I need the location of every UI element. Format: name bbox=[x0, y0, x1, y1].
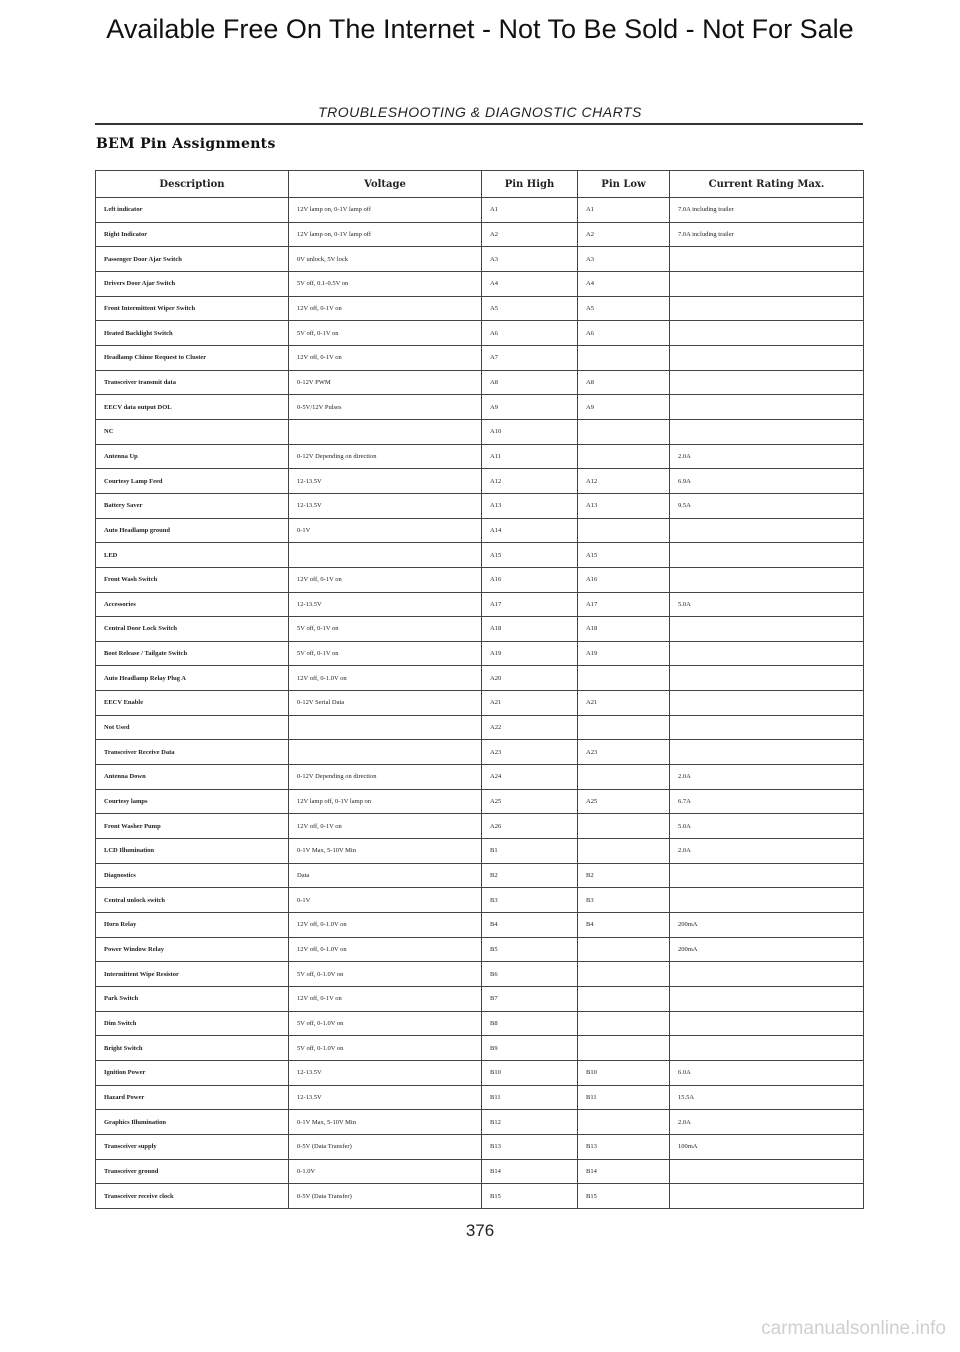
cell-voltage: 12V off, 0-1V on bbox=[289, 814, 482, 839]
cell-pin-low bbox=[578, 765, 670, 790]
cell-voltage: 5V off, 0-1V on bbox=[289, 641, 482, 666]
cell-voltage: 5V off, 0-1.0V on bbox=[289, 1036, 482, 1061]
cell-description: Auto Headlamp ground bbox=[96, 518, 289, 543]
cell-pin-low: A8 bbox=[578, 370, 670, 395]
table-row bbox=[96, 1036, 864, 1061]
cell-voltage: 12V off, 0-1.0V on bbox=[289, 913, 482, 938]
cell-voltage: 5V off, 0.1-0.5V on bbox=[289, 271, 482, 296]
cell-description: Transceiver supply bbox=[96, 1134, 289, 1159]
cell-pin-low: B14 bbox=[578, 1159, 670, 1184]
cell-current-rating bbox=[670, 962, 864, 987]
cell-pin-low: B3 bbox=[578, 888, 670, 913]
cell-pin-high: A12 bbox=[482, 469, 578, 494]
availability-banner: Available Free On The Internet - Not To Be Sold - Not For Sale bbox=[106, 14, 854, 44]
table-row bbox=[96, 247, 864, 272]
cell-current-rating bbox=[670, 419, 864, 444]
table-row bbox=[96, 592, 864, 617]
cell-voltage bbox=[289, 740, 482, 765]
cell-voltage: 12V off, 0-1V on bbox=[289, 987, 482, 1012]
cell-voltage: 0-1V bbox=[289, 518, 482, 543]
table-row bbox=[96, 987, 864, 1012]
cell-pin-low bbox=[578, 419, 670, 444]
table-row bbox=[96, 740, 864, 765]
table-row bbox=[96, 493, 864, 518]
cell-pin-high: B2 bbox=[482, 863, 578, 888]
cell-current-rating bbox=[670, 345, 864, 370]
table-row bbox=[96, 518, 864, 543]
table-row bbox=[96, 1134, 864, 1159]
cell-current-rating bbox=[670, 1184, 864, 1209]
cell-voltage: 12V off, 0-1.0V on bbox=[289, 666, 482, 691]
cell-description: Transceiver Receive Data bbox=[96, 740, 289, 765]
cell-description: Headlamp Chime Request to Cluster bbox=[96, 345, 289, 370]
cell-current-rating bbox=[670, 1011, 864, 1036]
column-header-current-rating: Current Rating Max. bbox=[670, 171, 864, 198]
cell-voltage: 0-12V Depending on direction bbox=[289, 765, 482, 790]
cell-current-rating: 200mA bbox=[670, 937, 864, 962]
cell-voltage: 12V lamp on, 0-1V lamp off bbox=[289, 222, 482, 247]
cell-description: Front Washer Pump bbox=[96, 814, 289, 839]
cell-description: Antenna Up bbox=[96, 444, 289, 469]
cell-pin-low: A13 bbox=[578, 493, 670, 518]
cell-pin-high: B7 bbox=[482, 987, 578, 1012]
cell-pin-low: A4 bbox=[578, 271, 670, 296]
table-row bbox=[96, 888, 864, 913]
cell-pin-high: A15 bbox=[482, 543, 578, 568]
cell-description: Dim Switch bbox=[96, 1011, 289, 1036]
cell-description: Horn Relay bbox=[96, 913, 289, 938]
cell-current-rating: 2.0A bbox=[670, 1110, 864, 1135]
cell-pin-high: A22 bbox=[482, 715, 578, 740]
cell-voltage: 5V off, 0-1.0V on bbox=[289, 962, 482, 987]
cell-voltage: 12-13.5V bbox=[289, 592, 482, 617]
cell-voltage: 0-5V/12V Pulses bbox=[289, 395, 482, 420]
cell-pin-high: A25 bbox=[482, 789, 578, 814]
cell-voltage: 12-13.5V bbox=[289, 1060, 482, 1085]
cell-description: Bright Switch bbox=[96, 1036, 289, 1061]
cell-current-rating bbox=[670, 271, 864, 296]
cell-pin-high: B3 bbox=[482, 888, 578, 913]
cell-description: LCD Illumination bbox=[96, 839, 289, 864]
cell-pin-high: A14 bbox=[482, 518, 578, 543]
cell-description: Diagnostics bbox=[96, 863, 289, 888]
cell-description: NC bbox=[96, 419, 289, 444]
cell-current-rating bbox=[670, 395, 864, 420]
cell-pin-high: B11 bbox=[482, 1085, 578, 1110]
cell-pin-low bbox=[578, 937, 670, 962]
cell-pin-low: A6 bbox=[578, 321, 670, 346]
cell-current-rating bbox=[670, 247, 864, 272]
cell-pin-high: A5 bbox=[482, 296, 578, 321]
cell-voltage: 5V off, 0-1V on bbox=[289, 321, 482, 346]
cell-description: Accessories bbox=[96, 592, 289, 617]
cell-current-rating: 6.0A bbox=[670, 1060, 864, 1085]
cell-voltage: 12V off, 0-1V on bbox=[289, 567, 482, 592]
cell-current-rating bbox=[670, 296, 864, 321]
cell-pin-low: A25 bbox=[578, 789, 670, 814]
cell-pin-low: A9 bbox=[578, 395, 670, 420]
cell-current-rating: 7.0A including trailer bbox=[670, 222, 864, 247]
cell-voltage bbox=[289, 419, 482, 444]
cell-description: Heated Backlight Switch bbox=[96, 321, 289, 346]
cell-pin-high: A20 bbox=[482, 666, 578, 691]
cell-current-rating: 5.0A bbox=[670, 592, 864, 617]
cell-pin-low bbox=[578, 814, 670, 839]
table-row bbox=[96, 691, 864, 716]
table-body bbox=[96, 198, 864, 1209]
cell-pin-high: A17 bbox=[482, 592, 578, 617]
cell-current-rating bbox=[670, 567, 864, 592]
cell-pin-high: B10 bbox=[482, 1060, 578, 1085]
cell-description: Transceiver transmit data bbox=[96, 370, 289, 395]
cell-pin-high: B1 bbox=[482, 839, 578, 864]
table-row bbox=[96, 617, 864, 642]
cell-pin-low: A3 bbox=[578, 247, 670, 272]
table-row bbox=[96, 345, 864, 370]
cell-description: Right Indicator bbox=[96, 222, 289, 247]
cell-description: LED bbox=[96, 543, 289, 568]
cell-pin-high: B4 bbox=[482, 913, 578, 938]
cell-voltage: 0-12V PWM bbox=[289, 370, 482, 395]
cell-voltage bbox=[289, 715, 482, 740]
table-row bbox=[96, 641, 864, 666]
cell-current-rating: 2.0A bbox=[670, 444, 864, 469]
cell-pin-high: B13 bbox=[482, 1134, 578, 1159]
table-row bbox=[96, 567, 864, 592]
table-row bbox=[96, 370, 864, 395]
cell-voltage: Data bbox=[289, 863, 482, 888]
cell-voltage: 5V off, 0-1.0V on bbox=[289, 1011, 482, 1036]
cell-description: Left indicator bbox=[96, 198, 289, 223]
cell-pin-low: A19 bbox=[578, 641, 670, 666]
cell-current-rating: 6.9A bbox=[670, 469, 864, 494]
cell-pin-high: A6 bbox=[482, 321, 578, 346]
column-header-description: Description bbox=[96, 171, 289, 198]
cell-voltage: 12V off, 0-1V on bbox=[289, 345, 482, 370]
table-row bbox=[96, 198, 864, 223]
cell-description: Antenna Down bbox=[96, 765, 289, 790]
cell-pin-low bbox=[578, 1110, 670, 1135]
cell-description: Battery Saver bbox=[96, 493, 289, 518]
cell-pin-high: B12 bbox=[482, 1110, 578, 1135]
cell-current-rating: 7.0A including trailer bbox=[670, 198, 864, 223]
cell-voltage: 12-13.5V bbox=[289, 1085, 482, 1110]
table-row bbox=[96, 1060, 864, 1085]
cell-pin-low: B11 bbox=[578, 1085, 670, 1110]
table-row bbox=[96, 789, 864, 814]
page-number: 376 bbox=[465, 1221, 495, 1240]
table-row bbox=[96, 321, 864, 346]
cell-pin-high: A2 bbox=[482, 222, 578, 247]
cell-description: EECV Enable bbox=[96, 691, 289, 716]
cell-voltage: 12V off, 0-1V on bbox=[289, 296, 482, 321]
cell-pin-low bbox=[578, 666, 670, 691]
cell-pin-low bbox=[578, 1011, 670, 1036]
cell-description: Not Used bbox=[96, 715, 289, 740]
cell-pin-high: A3 bbox=[482, 247, 578, 272]
cell-description: Park Switch bbox=[96, 987, 289, 1012]
table-row bbox=[96, 469, 864, 494]
cell-current-rating: 5.0A bbox=[670, 814, 864, 839]
cell-pin-high: A13 bbox=[482, 493, 578, 518]
cell-description: EECV data output DOL bbox=[96, 395, 289, 420]
cell-pin-low bbox=[578, 518, 670, 543]
site-watermark: carmanualsonline.info bbox=[761, 1318, 946, 1339]
cell-pin-low: B15 bbox=[578, 1184, 670, 1209]
cell-current-rating: 2.0A bbox=[670, 765, 864, 790]
cell-pin-low: B4 bbox=[578, 913, 670, 938]
cell-pin-high: B8 bbox=[482, 1011, 578, 1036]
cell-description: Drivers Door Ajar Switch bbox=[96, 271, 289, 296]
cell-description: Power Window Relay bbox=[96, 937, 289, 962]
cell-pin-low bbox=[578, 987, 670, 1012]
cell-voltage: 0-5V (Data Transfer) bbox=[289, 1134, 482, 1159]
cell-pin-low: A18 bbox=[578, 617, 670, 642]
cell-current-rating bbox=[670, 888, 864, 913]
cell-pin-low bbox=[578, 962, 670, 987]
table-row bbox=[96, 1159, 864, 1184]
cell-pin-high: A7 bbox=[482, 345, 578, 370]
column-header-pin-low: Pin Low bbox=[578, 171, 670, 198]
cell-voltage: 12V lamp off, 0-1V lamp on bbox=[289, 789, 482, 814]
table-row bbox=[96, 765, 864, 790]
title-divider bbox=[95, 123, 863, 125]
table-row bbox=[96, 839, 864, 864]
cell-pin-high: A21 bbox=[482, 691, 578, 716]
cell-current-rating bbox=[670, 641, 864, 666]
cell-pin-low: A5 bbox=[578, 296, 670, 321]
cell-pin-high: A4 bbox=[482, 271, 578, 296]
cell-description: Passenger Door Ajar Switch bbox=[96, 247, 289, 272]
cell-voltage: 0-1V Max, 5-10V Min bbox=[289, 1110, 482, 1135]
cell-pin-low bbox=[578, 715, 670, 740]
cell-voltage: 12V off, 0-1.0V on bbox=[289, 937, 482, 962]
cell-description: Boot Release / Tailgate Switch bbox=[96, 641, 289, 666]
cell-pin-low: A16 bbox=[578, 567, 670, 592]
cell-pin-low: B13 bbox=[578, 1134, 670, 1159]
table-row bbox=[96, 962, 864, 987]
cell-description: Intermittent Wipe Resistor bbox=[96, 962, 289, 987]
cell-current-rating bbox=[670, 987, 864, 1012]
column-header-pin-high: Pin High bbox=[482, 171, 578, 198]
cell-pin-high: A9 bbox=[482, 395, 578, 420]
cell-pin-low: A23 bbox=[578, 740, 670, 765]
cell-description: Front Intermittent Wiper Switch bbox=[96, 296, 289, 321]
cell-current-rating: 9.5A bbox=[670, 493, 864, 518]
cell-current-rating: 100mA bbox=[670, 1134, 864, 1159]
cell-pin-low: A1 bbox=[578, 198, 670, 223]
cell-current-rating bbox=[670, 518, 864, 543]
cell-pin-high: B14 bbox=[482, 1159, 578, 1184]
section-title: TROUBLESHOOTING & DIAGNOSTIC CHARTS bbox=[318, 104, 642, 120]
cell-pin-high: A16 bbox=[482, 567, 578, 592]
cell-pin-low: B2 bbox=[578, 863, 670, 888]
table-row bbox=[96, 1110, 864, 1135]
table-row bbox=[96, 937, 864, 962]
cell-pin-low: A12 bbox=[578, 469, 670, 494]
cell-current-rating bbox=[670, 543, 864, 568]
cell-pin-high: A10 bbox=[482, 419, 578, 444]
cell-description: Transceiver receive clock bbox=[96, 1184, 289, 1209]
cell-pin-low: A15 bbox=[578, 543, 670, 568]
table-heading: BEM Pin Assignments bbox=[96, 136, 276, 152]
cell-current-rating bbox=[670, 1036, 864, 1061]
cell-current-rating: 6.7A bbox=[670, 789, 864, 814]
cell-pin-high: A23 bbox=[482, 740, 578, 765]
cell-pin-low bbox=[578, 345, 670, 370]
cell-description: Hazard Power bbox=[96, 1085, 289, 1110]
cell-pin-high: B9 bbox=[482, 1036, 578, 1061]
cell-pin-high: A19 bbox=[482, 641, 578, 666]
table-row bbox=[96, 1011, 864, 1036]
cell-voltage: 0-1.0V bbox=[289, 1159, 482, 1184]
cell-current-rating bbox=[670, 691, 864, 716]
table-row bbox=[96, 1085, 864, 1110]
table-row bbox=[96, 814, 864, 839]
table-row bbox=[96, 419, 864, 444]
cell-voltage: 0-1V bbox=[289, 888, 482, 913]
cell-description: Ignition Power bbox=[96, 1060, 289, 1085]
cell-voltage: 0-12V Depending on direction bbox=[289, 444, 482, 469]
cell-description: Graphics Illumination bbox=[96, 1110, 289, 1135]
cell-current-rating bbox=[670, 666, 864, 691]
cell-current-rating bbox=[670, 321, 864, 346]
cell-voltage: 0-5V (Data Transfer) bbox=[289, 1184, 482, 1209]
table-row bbox=[96, 222, 864, 247]
cell-pin-high: B6 bbox=[482, 962, 578, 987]
cell-voltage: 5V off, 0-1V on bbox=[289, 617, 482, 642]
table-row bbox=[96, 296, 864, 321]
cell-pin-high: A26 bbox=[482, 814, 578, 839]
table-row bbox=[96, 913, 864, 938]
table-row bbox=[96, 666, 864, 691]
cell-voltage: 0V unlock, 5V lock bbox=[289, 247, 482, 272]
cell-voltage: 12-13.5V bbox=[289, 493, 482, 518]
cell-pin-high: B5 bbox=[482, 937, 578, 962]
cell-pin-low bbox=[578, 1036, 670, 1061]
table-header-row bbox=[96, 171, 864, 198]
cell-pin-low bbox=[578, 839, 670, 864]
cell-description: Auto Headlamp Relay Plug A bbox=[96, 666, 289, 691]
pin-assignment-table bbox=[95, 170, 864, 1209]
table-row bbox=[96, 271, 864, 296]
cell-description: Courtesy lamps bbox=[96, 789, 289, 814]
cell-current-rating bbox=[670, 370, 864, 395]
cell-pin-high: A24 bbox=[482, 765, 578, 790]
cell-current-rating: 15.5A bbox=[670, 1085, 864, 1110]
table-row bbox=[96, 1184, 864, 1209]
table-row bbox=[96, 715, 864, 740]
cell-pin-high: A11 bbox=[482, 444, 578, 469]
cell-description: Courtesy Lamp Feed bbox=[96, 469, 289, 494]
cell-pin-low: A17 bbox=[578, 592, 670, 617]
cell-voltage: 0-1V Max, 5-10V Min bbox=[289, 839, 482, 864]
cell-voltage bbox=[289, 543, 482, 568]
cell-current-rating: 200mA bbox=[670, 913, 864, 938]
cell-description: Central Door Lock Switch bbox=[96, 617, 289, 642]
cell-pin-high: A8 bbox=[482, 370, 578, 395]
cell-pin-low: A2 bbox=[578, 222, 670, 247]
table-row bbox=[96, 543, 864, 568]
cell-pin-high: B15 bbox=[482, 1184, 578, 1209]
table-row bbox=[96, 863, 864, 888]
cell-voltage: 12V lamp on, 0-1V lamp off bbox=[289, 198, 482, 223]
table-row bbox=[96, 395, 864, 420]
cell-voltage: 12-13.5V bbox=[289, 469, 482, 494]
cell-description: Central unlock switch bbox=[96, 888, 289, 913]
cell-voltage: 0-12V Serial Data bbox=[289, 691, 482, 716]
cell-pin-high: A1 bbox=[482, 198, 578, 223]
cell-current-rating: 2.0A bbox=[670, 839, 864, 864]
cell-description: Front Wash Switch bbox=[96, 567, 289, 592]
cell-current-rating bbox=[670, 715, 864, 740]
cell-pin-high: A18 bbox=[482, 617, 578, 642]
cell-pin-low: A21 bbox=[578, 691, 670, 716]
cell-current-rating bbox=[670, 617, 864, 642]
cell-pin-low bbox=[578, 444, 670, 469]
cell-current-rating bbox=[670, 1159, 864, 1184]
table-row bbox=[96, 444, 864, 469]
cell-current-rating bbox=[670, 863, 864, 888]
cell-current-rating bbox=[670, 740, 864, 765]
cell-description: Transceiver ground bbox=[96, 1159, 289, 1184]
column-header-voltage: Voltage bbox=[289, 171, 482, 198]
cell-pin-low: B10 bbox=[578, 1060, 670, 1085]
